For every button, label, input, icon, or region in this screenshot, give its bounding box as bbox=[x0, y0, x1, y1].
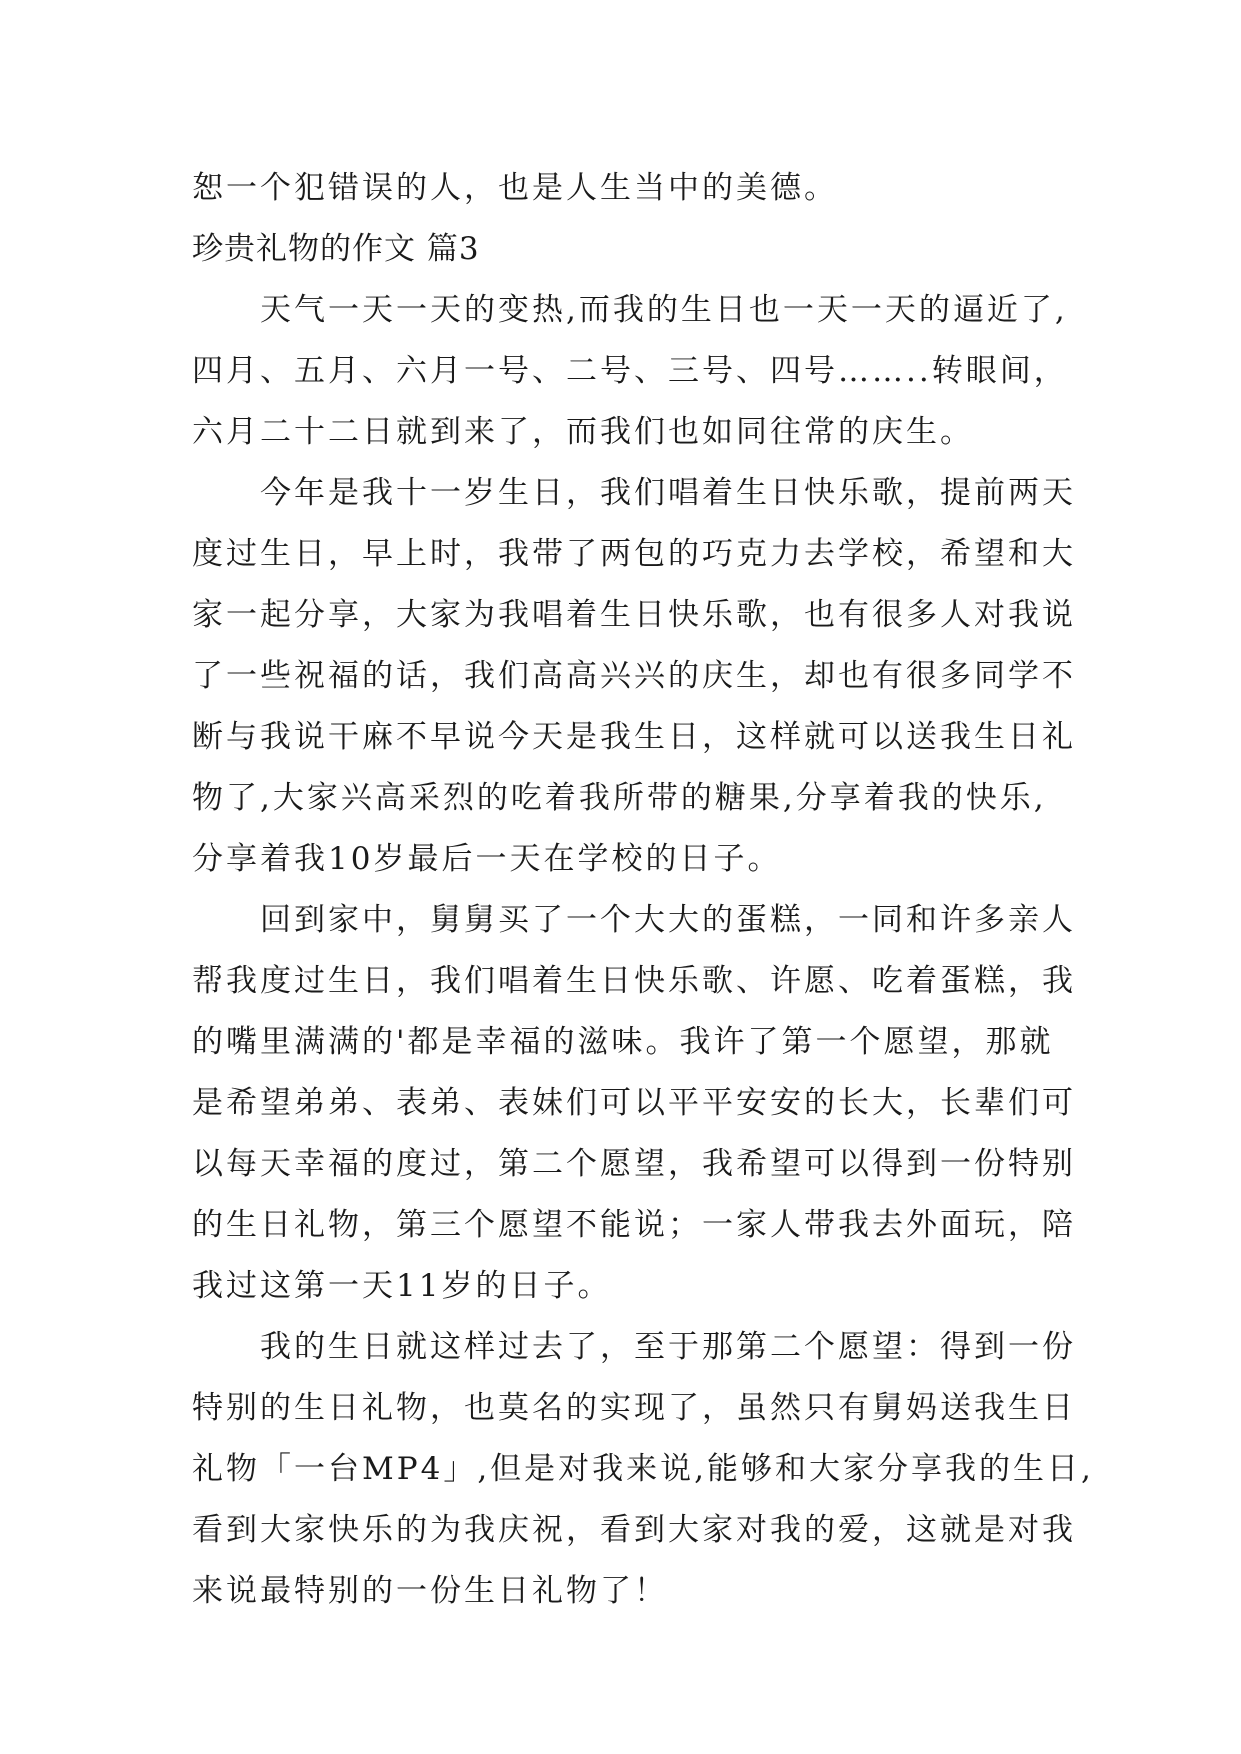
text-line: 今年是我十一岁生日，我们唱着生日快乐歌，提前两天 bbox=[192, 475, 1076, 511]
text-line: 了一些祝福的话，我们高高兴兴的庆生，却也有很多同学不 bbox=[192, 658, 1076, 694]
text-line: 的生日礼物，第三个愿望不能说；一家人带我去外面玩，陪 bbox=[192, 1207, 1076, 1243]
text-line: 看到大家快乐的为我庆祝，看到大家对我的爱，这就是对我 bbox=[192, 1512, 1076, 1548]
section-heading: 珍贵礼物的作文 篇3 bbox=[192, 231, 480, 267]
text-line: 以每天幸福的度过，第二个愿望，我希望可以得到一份特别 bbox=[192, 1146, 1076, 1182]
text-line: 我过这第一天11岁的日子。 bbox=[192, 1268, 612, 1304]
text-line: 断与我说干麻不早说今天是我生日，这样就可以送我生日礼 bbox=[192, 719, 1076, 755]
text-line: 是希望弟弟、表弟、表妹们可以平平安安的长大，长辈们可 bbox=[192, 1085, 1076, 1121]
text-line: 的嘴里满满的'都是幸福的滋味。我许了第一个愿望，那就 bbox=[192, 1024, 1054, 1060]
text-line: 分享着我10岁最后一天在学校的日子。 bbox=[192, 841, 782, 877]
text-line: 来说最特别的一份生日礼物了！ bbox=[192, 1573, 668, 1609]
text-line: 恕一个犯错误的人，也是人生当中的美德。 bbox=[192, 170, 838, 206]
text-line: 物了,大家兴高采烈的吃着我所带的糖果,分享着我的快乐, bbox=[192, 780, 1047, 816]
document-body bbox=[192, 158, 1092, 1622]
text-line: 帮我度过生日，我们唱着生日快乐歌、许愿、吃着蛋糕，我 bbox=[192, 963, 1076, 999]
text-line: 家一起分享，大家为我唱着生日快乐歌，也有很多人对我说 bbox=[192, 597, 1076, 633]
text-line: 礼物「一台MP4」,但是对我来说,能够和大家分享我的生日, bbox=[192, 1451, 1094, 1487]
text-line: 度过生日，早上时，我带了两包的巧克力去学校，希望和大 bbox=[192, 536, 1076, 572]
text-line: 回到家中，舅舅买了一个大大的蛋糕，一同和许多亲人 bbox=[192, 902, 1076, 938]
text-line: 特别的生日礼物，也莫名的实现了，虽然只有舅妈送我生日 bbox=[192, 1390, 1076, 1426]
text-line: 我的生日就这样过去了，至于那第二个愿望：得到一份 bbox=[192, 1329, 1076, 1365]
text-line: 天气一天一天的变热,而我的生日也一天一天的逼近了, bbox=[192, 292, 1068, 328]
text-line: 四月、五月、六月一号、二号、三号、四号……..转眼间， bbox=[192, 353, 1068, 389]
text-line: 六月二十二日就到来了，而我们也如同往常的庆生。 bbox=[192, 414, 974, 450]
